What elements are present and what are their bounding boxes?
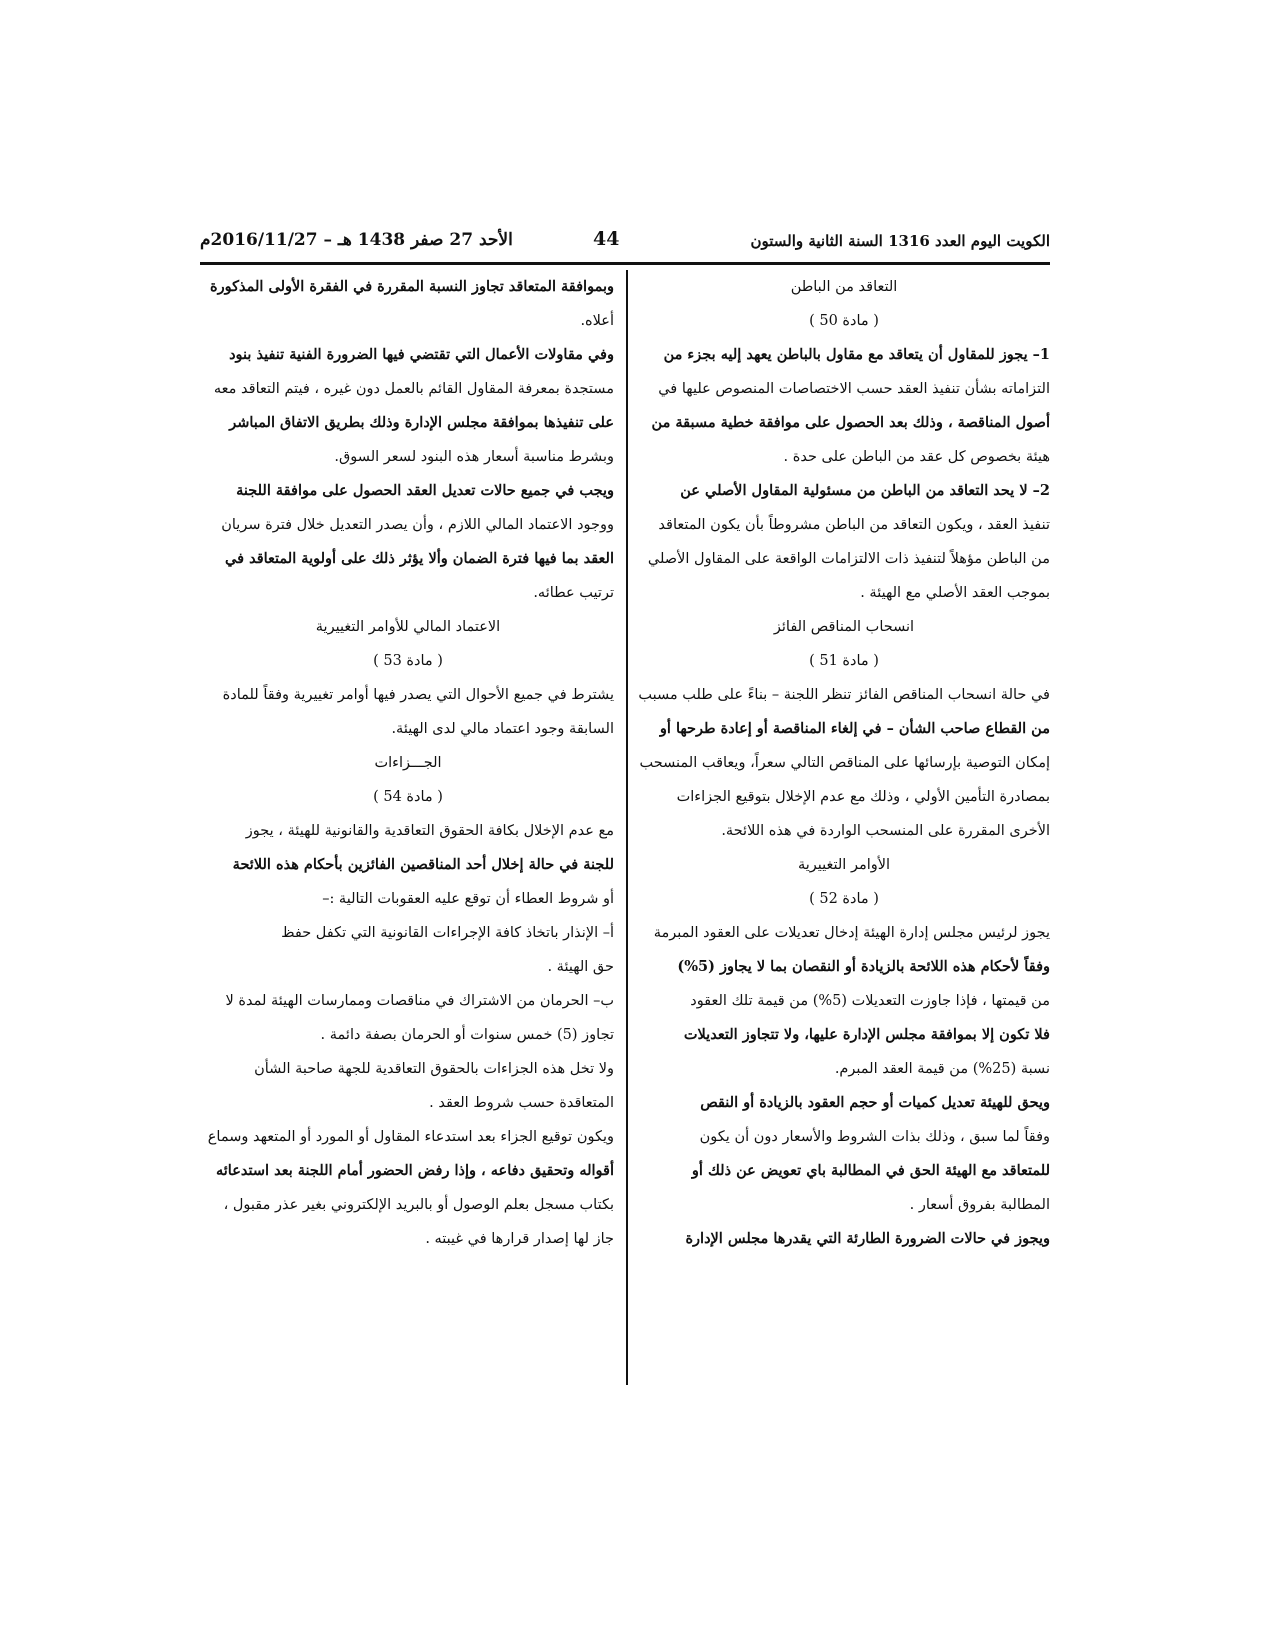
right-column-text-line: من الباطن مؤهلاً لتنفيذ ذات الالتزامات الواقعة على المقاول الأصلي (647, 551, 1050, 567)
left-column-text-line: السابقة وجود اعتماد مالي لدى الهيئة. (391, 721, 614, 737)
left-column-text-line: على تنفيذها بموافقة مجلس الإدارة وذلك بطريق الاتفاق المباشر (229, 414, 614, 431)
left-column-text-line: وفي مقاولات الأعمال التي تقتضي فيها الضرورة الفنية تنفيذ بنود (229, 346, 614, 363)
right-column-text-line: ويجوز في حالات الضرورة الطارئة التي يقدرها مجلس الإدارة (685, 1230, 1050, 1247)
right-column-text-line: بموجب العقد الأصلي مع الهيئة . (860, 585, 1050, 601)
right-column-text-line: في حالة انسحاب المناقص الفائز تنظر اللجنة – بناءً على طلب مسبب (638, 687, 1050, 703)
right-column-text-line: 1– يجوز للمقاول أن يتعاقد مع مقاول بالباطن يعهد إليه بجزء من (663, 346, 1050, 363)
right-column-text-line: وفقاً لأحكام هذه اللائحة بالزيادة أو النقصان بما لا يجاوز (5%) (677, 958, 1050, 975)
left-column-heading-line: ( مادة 53 ) (373, 653, 443, 669)
left-column-text-line: أعلاه. (580, 313, 614, 329)
right-column-heading-line: التعاقد من الباطن (790, 279, 898, 295)
right-column-text-line: هيئة بخصوص كل عقد من الباطن على حدة . (783, 449, 1050, 465)
header-rule (200, 262, 1050, 265)
right-column-text-line: من القطاع صاحب الشأن – في إلغاء المناقصة أو إعادة طرحها أو (659, 720, 1050, 737)
left-column-text-line: مع عدم الإخلال بكافة الحقوق التعاقدية والقانونية للهيئة ، يجوز (245, 823, 614, 839)
left-column (202, 270, 614, 1256)
left-column-text-line: ب– الحرمان من الاشتراك في مناقصات وممارسات الهيئة لمدة لا (225, 993, 614, 1009)
left-column-text-line: جاز لها إصدار قرارها في غيبته . (425, 1231, 614, 1247)
left-column-heading-line: الاعتماد المالي للأوامر التغييرية (315, 619, 501, 635)
right-column (638, 270, 1050, 1256)
left-column-text-line: ويجب في جميع حالات تعديل العقد الحصول على موافقة اللجنة (236, 482, 614, 499)
left-column-text-line: ترتيب عطائه. (533, 585, 614, 601)
left-column-text-line: أو شروط العطاء أن توقع عليه العقوبات التالية :– (322, 891, 614, 907)
right-column-heading-line: الأوامر التغييرية (797, 857, 891, 873)
left-column-text-line: ولا تخل هذه الجزاءات بالحقوق التعاقدية للجهة صاحبة الشأن (254, 1061, 614, 1077)
right-column-text-line: الأخرى المقررة على المنسحب الواردة في هذه اللائحة. (721, 823, 1050, 839)
right-column-text-line: بمصادرة التأمين الأولي ، وذلك مع عدم الإخلال بتوقيع الجزاءات (676, 789, 1050, 805)
left-column-heading-line: الجـــزاءات (374, 755, 442, 771)
right-column-text-line: فلا تكون إلا بموافقة مجلس الإدارة عليها، ولا تتجاوز التعديلات (683, 1026, 1050, 1043)
left-column-heading-line: ( مادة 54 ) (373, 789, 443, 805)
left-column-text-line: العقد بما فيها فترة الضمان وألا يؤثر ذلك على أولوية المتعاقد في (225, 550, 614, 567)
right-column-heading-line: انسحاب المناقص الفائز (773, 619, 915, 635)
right-column-heading-line: ( مادة 52 ) (809, 891, 879, 907)
right-column-text-line: تنفيذ العقد ، ويكون التعاقد من الباطن مشروطاً بأن يكون المتعاقد (658, 517, 1050, 533)
left-column-text-line: يشترط في جميع الأحوال التي يصدر فيها أوامر تغييرية وفقاً للمادة (222, 687, 614, 703)
left-column-text-line: للجنة في حالة إخلال أحد المناقصين الفائزين بأحكام هذه اللائحة (232, 856, 614, 873)
right-column-text-line: ويحق للهيئة تعديل كميات أو حجم العقود بالزيادة أو النقص (700, 1094, 1050, 1111)
column-divider (626, 270, 628, 1385)
page-number: 44 (593, 228, 620, 250)
right-column-heading-line: ( مادة 50 ) (809, 313, 879, 329)
left-column-text-line: أقواله وتحقيق دفاعه ، وإذا رفض الحضور أمام اللجنة بعد استدعائه (216, 1162, 614, 1179)
right-column-heading-line: ( مادة 51 ) (809, 653, 879, 669)
right-column-text-line: وفقاً لما سبق ، وذلك بذات الشروط والأسعار دون أن يكون (699, 1129, 1050, 1145)
right-column-text-line: إمكان التوصية بإرسائها على المناقص التالي سعراً، ويعاقب المنسحب (639, 755, 1050, 771)
right-column-text-line: أصول المناقصة ، وذلك بعد الحصول على موافقة خطية مسبقة من (651, 414, 1050, 431)
left-column-text-line: تجاوز (5) خمس سنوات أو الحرمان بصفة دائمة . (320, 1027, 614, 1043)
right-column-text-line: المطالبة بفروق أسعار . (909, 1197, 1050, 1213)
right-column-text-line: من قيمتها ، فإذا جاوزت التعديلات (5%) من قيمة تلك العقود (690, 993, 1050, 1009)
left-column-text-line: بكتاب مسجل بعلم الوصول أو بالبريد الإلكتروني بغير عذر مقبول ، (223, 1197, 614, 1213)
left-column-text-line: وبموافقة المتعاقد تجاوز النسبة المقررة في الفقرة الأولى المذكورة (210, 278, 614, 295)
right-column-text-line: للمتعاقد مع الهيئة الحق في المطالبة باي تعويض عن ذلك أو (691, 1162, 1050, 1179)
left-column-text-line: حق الهيئة . (547, 959, 614, 975)
right-column-text-line: نسبة (25%) من قيمة العقد المبرم. (834, 1061, 1050, 1077)
right-column-text-line: 2– لا يحد التعاقد من الباطن من مسئولية المقاول الأصلي عن (680, 482, 1050, 499)
right-column-text-line: يجوز لرئيس مجلس إدارة الهيئة إدخال تعديلات على العقود المبرمة (653, 925, 1050, 941)
left-column-text-line: أ– الإنذار باتخاذ كافة الإجراءات القانونية التي تكفل حفظ (281, 925, 614, 941)
right-column-text-line: التزاماته بشأن تنفيذ العقد حسب الاختصاصات المنصوص عليها في (658, 381, 1050, 397)
issue-date: الأحد 27 صفر 1438 هـ – 2016/11/27م (200, 230, 513, 250)
page-header (200, 228, 1050, 260)
issue-info: الكويت اليوم العدد 1316 السنة الثانية والستون (750, 232, 1050, 250)
left-column-text-line: المتعاقدة حسب شروط العقد . (429, 1095, 614, 1111)
left-column-text-line: مستجدة بمعرفة المقاول القائم بالعمل دون غيره ، فيتم التعاقد معه (213, 381, 614, 397)
left-column-text-line: وبشرط مناسبة أسعار هذه البنود لسعر السوق. (334, 449, 614, 465)
left-column-text-line: ويكون توقيع الجزاء بعد استدعاء المقاول أو المورد أو المتعهد وسماع (207, 1129, 614, 1145)
left-column-text-line: ووجود الاعتماد المالي اللازم ، وأن يصدر التعديل خلال فترة سريان (221, 517, 614, 533)
